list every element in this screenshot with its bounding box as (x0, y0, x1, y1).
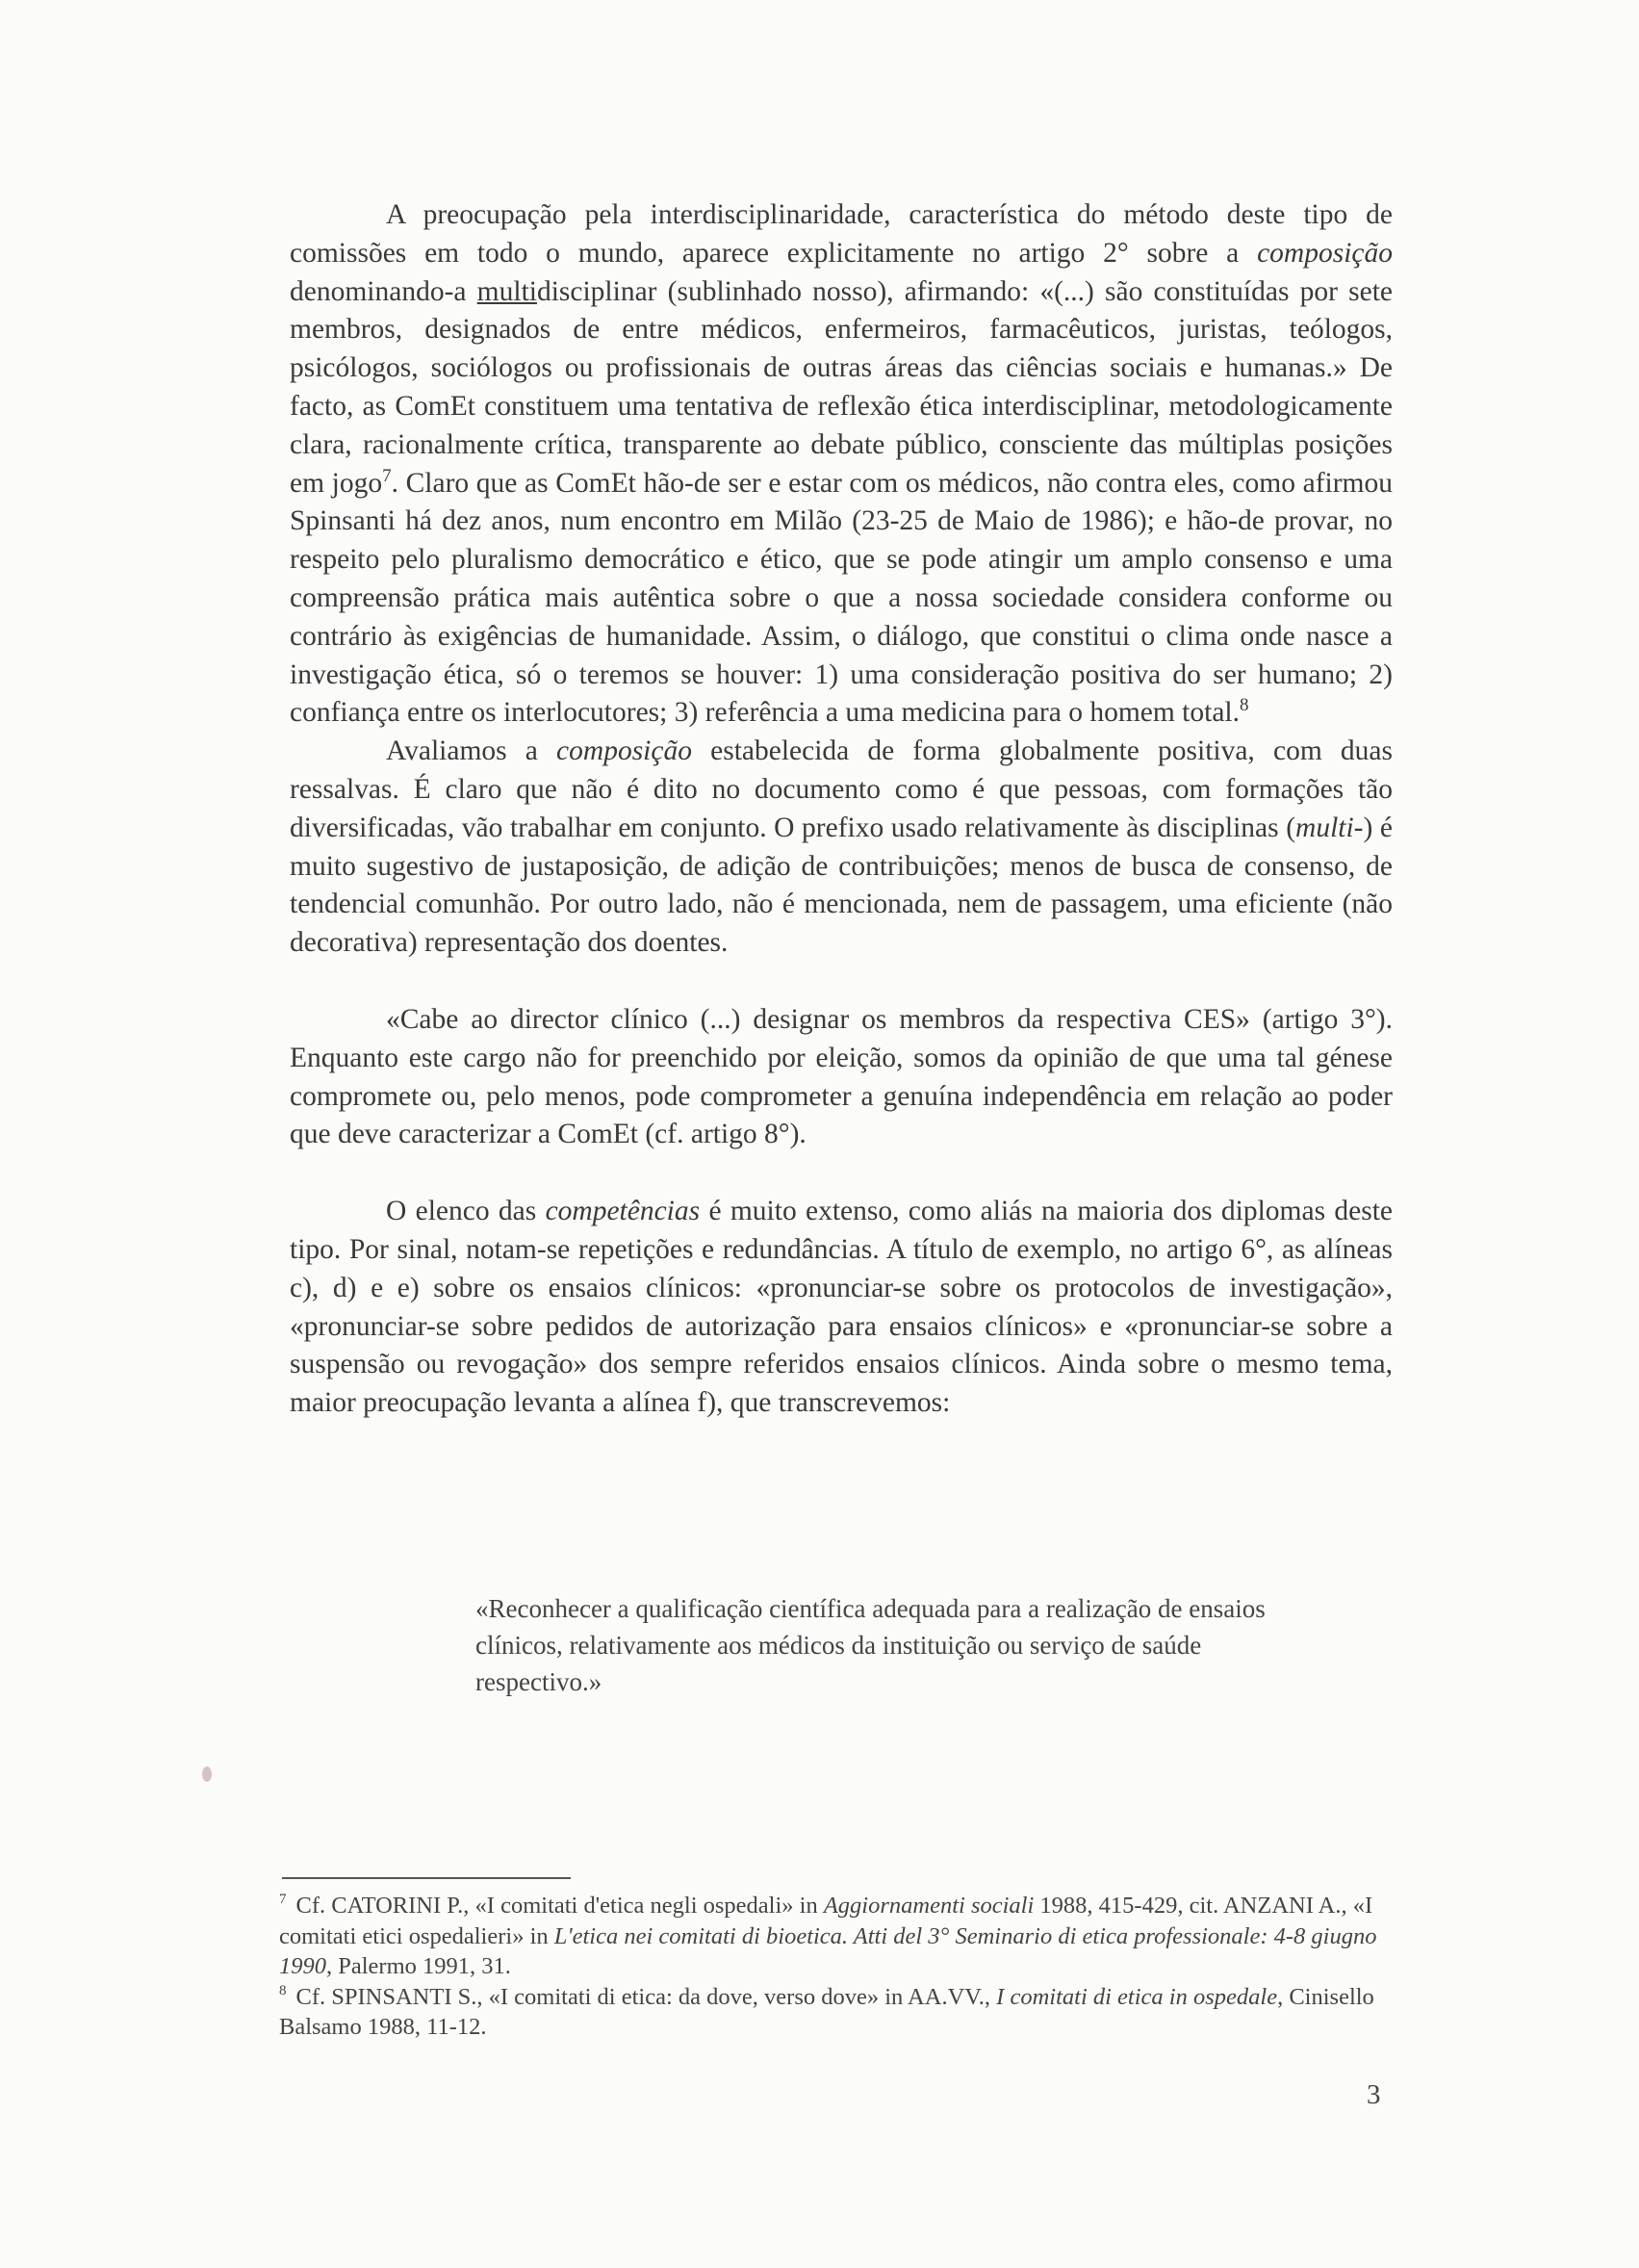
text-run: denominando-a (290, 275, 477, 307)
text-run: Avaliamos a (386, 735, 557, 767)
emphasis: competências (545, 1196, 701, 1227)
text-run: A preocupação pela interdisciplinaridade, característica do método deste tipo de comissões em todo o mundo, aparece explicitamente no artigo 2° sobre a (290, 199, 1393, 269)
emphasis: Aggiornamenti sociali (823, 1893, 1035, 1919)
text-run: ) é muito sugestivo de justaposição, de adição de contribuições; menos de busca de consenso, de tendencial comunhão. Por outro lado, não é mencionada, nem de passagem, uma eficiente (não decorativa) representação dos doentes. (290, 812, 1393, 959)
paragraph-director: «Cabe ao director clínico (...) designar os membros da respectiva CES» (artigo 3°). Enquanto este cargo não for preenchido por eleição, somos da opinião de que uma tal génese compromete ou, pelo menos, pode comprometer a genuína independência em relação ao poder que deve caracterizar a ComEt (cf. artigo 8°). (290, 1003, 1393, 1150)
emphasis: composição (556, 735, 692, 767)
text-run: , Cinisello Balsamo 1988, 11-12. (279, 1983, 1374, 2040)
emphasis: L'etica nei comitati di bioetica. Atti del 3° Seminario di etica professionale: 4-8 giugno 1990 (279, 1922, 1377, 1979)
paragraph-composition (290, 733, 1393, 963)
footnotes (279, 1891, 1396, 2043)
text-run: , Palermo 1991, 31. (326, 1953, 511, 1979)
emphasis: multi- (1295, 812, 1364, 843)
paragraph-competences (290, 1193, 1393, 1423)
paragraph-interdisciplinarity (290, 196, 1393, 733)
underlined-text: multi (476, 275, 537, 307)
footnote-8 (279, 1982, 1396, 2043)
footnote-separator (282, 1877, 571, 1879)
ink-mark (202, 1766, 212, 1782)
footnote-7 (279, 1891, 1396, 1982)
text-run: é muito extenso, como aliás na maioria dos diplomas deste tipo. Por sinal, notam-se repetições e redundâncias. A título de exemplo, no artigo 6°, as alíneas c), d) e e) sobre os ensaios clínicos: «pronunciar-se sobre os protocolos de investigação», «pronunciar-se sobre pedidos de autorização para ensaios clínicos» e «pronunciar-se sobre a suspensão ou revogação» dos sempre referidos ensaios clínicos. Ainda sobre o mesmo tema, maior preocupação levanta a alínea f), que transcrevemos: (290, 1196, 1394, 1419)
footnote-ref-7: 7 (382, 465, 392, 486)
footnote-number: 8 (279, 1982, 287, 1998)
emphasis: composição (1257, 237, 1393, 269)
text-run: Cf. CATORINI P., «I comitati d'etica negli ospedali» in (295, 1893, 824, 1919)
text-run: O elenco das (386, 1196, 546, 1227)
emphasis: I comitati di etica in ospedale (996, 1983, 1278, 2010)
footnote-ref-8: 8 (1239, 695, 1249, 716)
main-text (290, 196, 1393, 1423)
block-quote: «Reconhecer a qualificação científica adequada para a realização de ensaios clínicos, relativamente aos médicos da instituição ou serviço de saúde respectivo.» (475, 1594, 1266, 1696)
text-run: . Claro que as ComEt hão-de ser e estar com os médicos, não contra eles, como afirmou Spinsanti há dez anos, num encontro em Milão (23-25 de Maio de 1986); e hão-de provar, no respeito pelo pluralismo democrático e ético, que se pode atingir um amplo consenso e uma compreensão prática mais autêntica sobre o que a nossa sociedade considera conforme ou contrário às exigências de humanidade. Assim, o diálogo, que constitui o clima onde nasce a investigação ética, só o teremos se houver: 1) uma consideração positiva do ser humano; 2) confiança entre os interlocutores; 3) referência a uma medicina para o homem total. (290, 467, 1393, 729)
text-run: disciplinar (sublinhado nosso), afirmando: «(...) são constituídas por sete membros, designados de entre médicos, enfermeiros, farmacêuticos, juristas, teólogos, psicólogos, sociólogos ou profissionais de outras áreas das ciências sociais e humanas.» De facto, as ComEt constituem uma tentativa de reflexão ética interdisciplinar, metodologicamente clara, racionalmente crítica, transparente ao debate público, consciente das múltiplas posições em jogo (290, 275, 1393, 499)
page-number: 3 (1367, 2079, 1381, 2110)
footnote-number: 7 (279, 1892, 287, 1907)
text-run: Cf. SPINSANTI S., «I comitati di etica: da dove, verso dove» in AA.VV., (295, 1983, 997, 2010)
text-run: estabelecida de forma globalmente positiva, com duas ressalvas. É claro que não é dito no documento como é que pessoas, com formações tão diversificadas, vão trabalhar em conjunto. O prefixo usado relativamente às disciplinas ( (290, 735, 1393, 843)
text-run: 1988, 415-429, cit. ANZANI A., «I comitati etici ospedalieri» in (279, 1893, 1373, 1949)
